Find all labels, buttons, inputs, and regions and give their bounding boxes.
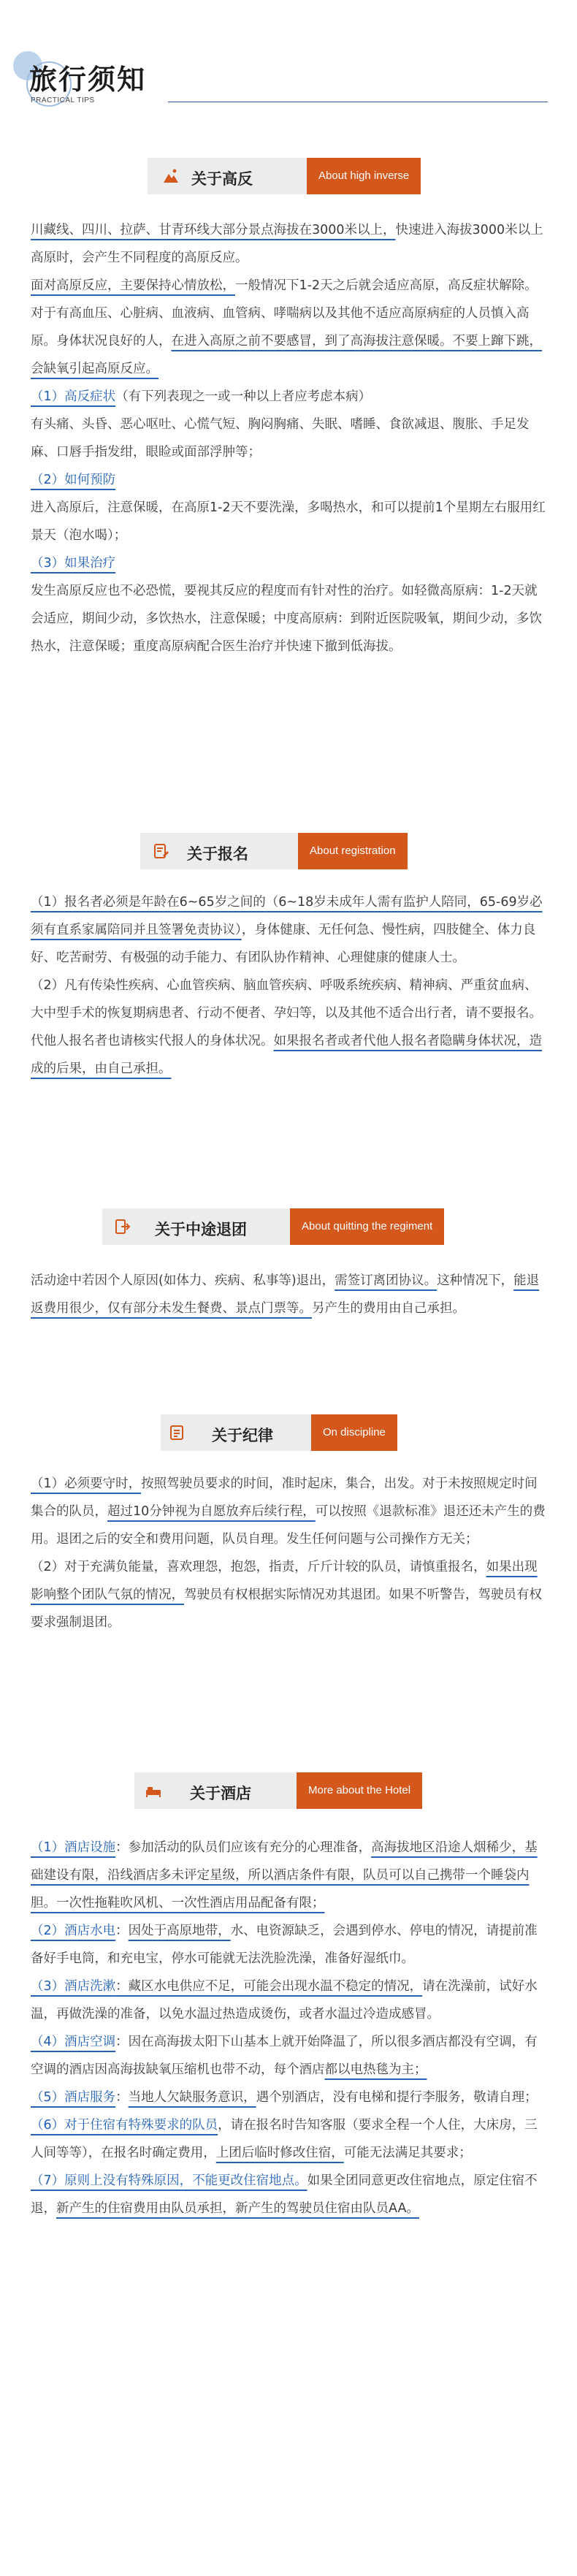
list-item: （4）酒店空调：因在高海拔太阳下山基本上就开始降温了，所以很多酒店都没有空调，有空调的酒店因高海拔缺氧压缩机也带不动，每个酒店都以电热毯为主； bbox=[31, 2035, 538, 2077]
section-title-en: About high inverse bbox=[307, 158, 421, 194]
section-body-quitting bbox=[31, 1267, 548, 1322]
list-item: （1）酒店设施：参加活动的队员们应该有充分的心理准备，高海拔地区沿途人烟稀少，基础建设有限，沿线酒店多未评定星级，所以酒店条件有限，队员可以自己携带一个睡袋内胆。一次性拖鞋吹风机、一次性酒店用品配备有限； bbox=[31, 1840, 538, 1910]
section-title-en: On discipline bbox=[311, 1414, 397, 1451]
page-title: 旅行须知 bbox=[29, 64, 147, 96]
section-title-en: About registration bbox=[298, 833, 408, 869]
section-title-cn: 关于纪律 bbox=[212, 1427, 273, 1444]
page-subtitle: PRACTICAL TIPS bbox=[31, 96, 95, 104]
section-title-cn: 关于酒店 bbox=[190, 1785, 251, 1802]
paragraph: （2）对于充满负能量，喜欢理怨，抱怨，指责，斤斤计较的队员，请慎重报名，如果出现影响整个团队气氛的情况，驾驶员有权根据实际情况劝其退团。如果不听警告，驾驶员有权要求强制退团。 bbox=[31, 1560, 542, 1630]
exit-icon bbox=[114, 1218, 131, 1235]
list-item: （5）酒店服务：当地人欠缺服务意识，遇个别酒店，没有电梯和提行李服务，敬请自理； bbox=[31, 2090, 538, 2105]
list-item: （7）原则上没有特殊原因，不能更改住宿地点。如果全团同意更改住宿地点，原定住宿不退，新产生的住宿费用由队员承担，新产生的驾驶员住宿由队员AA。 bbox=[31, 2173, 538, 2216]
subheading: （2）如何预防 bbox=[31, 473, 116, 487]
discipline-icon bbox=[168, 1424, 186, 1441]
section-header-discipline bbox=[0, 1414, 577, 1451]
paragraph: 活动途中若因个人原因(如体力、疾病、私事等)退出，需签订离团协议。这种情况下，能退返费用很少，仅有部分未发生餐费、景点门票等。另产生的费用由自己承担。 bbox=[31, 1273, 540, 1316]
section-body-discipline bbox=[31, 1470, 548, 1636]
section-header-altitude bbox=[0, 158, 577, 194]
mountain-icon bbox=[162, 167, 180, 185]
hotel-icon bbox=[145, 1782, 162, 1799]
section-title-en: More about the Hotel bbox=[297, 1772, 422, 1809]
section-header-quitting bbox=[0, 1208, 577, 1245]
paragraph: （1）报名者必须是年龄在6~65岁之间的（6~18岁未成年人需有监护人陪同，65-69岁必须有直系家属陪同并且签署免责协议），身体健康、无任何急、慢性病，四肢健全、体力良好、吃苦耐劳、有极强的动手能力、有团队协作精神、心理健康的健康人士。 bbox=[31, 895, 543, 965]
paragraph: 进入高原后，注意保暖，在高原1-2天不要洗澡，多喝热水，和可以提前1个星期左右服用红景天（泡水喝）； bbox=[31, 500, 546, 543]
list-item: （3）酒店洗漱：藏区水电供应不足，可能会出现水温不稳定的情况，请在洗澡前，试好水温，再做洗澡的准备，以免水温过热造成烫伤，或者水温过冷造成感冒。 bbox=[31, 1979, 538, 2021]
section-header-registration bbox=[0, 833, 577, 869]
section-title-en: About quitting the regiment bbox=[290, 1208, 444, 1245]
section-title-cn: 关于中途退团 bbox=[155, 1221, 247, 1238]
paragraph: （1）必须要守时，按照驾驶员要求的时间，准时起床，集合，出发。对于未按照规定时间集合的队员，超过10分钟视为自愿放弃后续行程，可以按照《退款标准》退还还未产生的费用。退团之后的安全和费用问题，队员自理。发生任何问题与公司操作方无关； bbox=[31, 1476, 546, 1547]
section-title-cn: 关于报名 bbox=[187, 845, 248, 863]
page-header bbox=[0, 0, 577, 124]
list-item: （2）酒店水电：因处于高原地带，水、电资源缺乏，会遇到停水、停电的情况，请提前准备好手电筒，和充电宝，停水可能就无法洗脸洗澡，准备好湿纸巾。 bbox=[31, 1924, 538, 1966]
list-item: （6）对于住宿有特殊要求的队员，请在报名时告知客服（要求全程一个人住，大床房，三人间等等），在报名时确定费用，上团后临时修改住宿，可能无法满足其要求； bbox=[31, 2118, 538, 2160]
registration-icon bbox=[152, 842, 169, 860]
section-body-hotel bbox=[31, 1834, 548, 2222]
section-title-cn: 关于高反 bbox=[191, 170, 253, 188]
section-body-registration bbox=[31, 888, 548, 1083]
paragraph: 面对高原反应，主要保持心情放松，一般情况下1-2天之后就会适应高原，高反症状解除。对于有高血压、心脏病、血液病、血管病、哮喘病以及其他不适应高原病症的人员慎入高原。身体状况良好的人，在进入高原之前不要感冒，到了高海拔注意保暖。不要上蹿下跳，会缺氧引起高原反应。 bbox=[31, 278, 542, 376]
section-body-altitude bbox=[31, 216, 548, 660]
paragraph: （2）凡有传染性疾病、心血管疾病、脑血管疾病、呼吸系统疾病、精神病、严重贫血病、大中型手术的恢复期病患者、行动不便者、孕妇等，以及其他不适合出行者，请不要报名。代他人报名者也请核实代报人的身体状况。如果报名者或者代他人报名者隐瞒身体状况，造成的后果，由自己承担。 bbox=[31, 978, 542, 1076]
paragraph: 有头痛、头昏、恶心呕吐、心慌气短、胸闷胸痛、失眠、嗜睡、食欲减退、腹胀、手足发麻、口唇手指发绀，眼睑或面部浮肿等； bbox=[31, 417, 530, 460]
subheading: （3）如果治疗 bbox=[31, 556, 116, 571]
paragraph: 川藏线、四川、拉萨、甘青环线大部分景点海拔在3000米以上，快速进入海拔3000米以上高原时，会产生不同程度的高原反应。 bbox=[31, 223, 543, 265]
subheading: （1）高反症状（有下列表现之一或一种以上者应考虑本病） bbox=[31, 389, 372, 404]
section-header-hotel bbox=[0, 1772, 577, 1809]
paragraph: 发生高原反应也不必恐慌，要视其反应的程度而有针对性的治疗。如轻微高原病：1-2天就会适应，期间少动，多饮热水，注意保暖；中度高原病：到附近医院吸氧，期间少动，多饮热水，注意保暖；重度高原病配合医生治疗并快速下撤到低海拔。 bbox=[31, 584, 542, 654]
